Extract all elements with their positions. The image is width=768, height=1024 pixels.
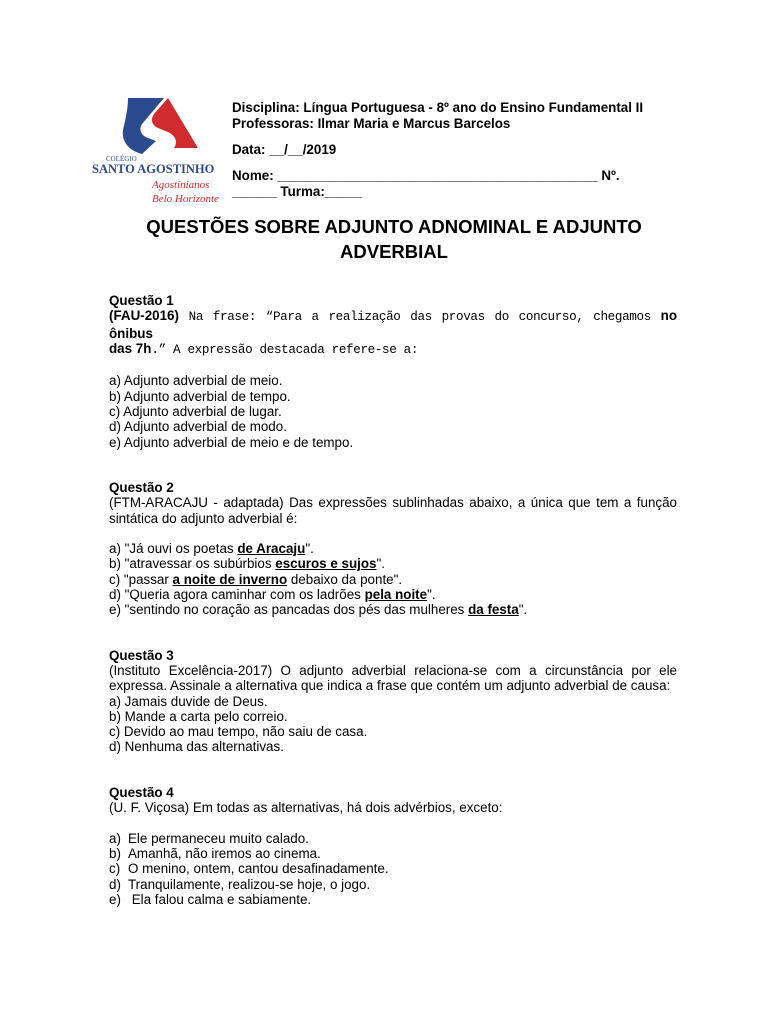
question-2-title: Questão 2 — [109, 479, 174, 495]
document-header — [232, 100, 712, 200]
question-1-highlight-1: no ônibus — [109, 308, 677, 341]
option-3a: a) Jamais duvide de Deus. — [109, 693, 268, 709]
question-1 — [109, 293, 677, 450]
option-3d: d) Nenhuma das alternativas. — [109, 739, 284, 755]
option-1b: b) Adjunto adverbial de tempo. — [109, 388, 291, 404]
school-logo — [92, 94, 228, 206]
option-2e: e) "sentindo no coração as pancadas dos pés das mulheres da festa". — [109, 602, 528, 618]
page-title — [96, 214, 692, 264]
option-4a: a) Ele permaneceu muito calado. — [109, 830, 309, 846]
logo-emblem-icon — [92, 94, 228, 206]
option-1a: a) Adjunto adverbial de meio. — [109, 373, 283, 389]
question-1-source: (FAU-2016) — [109, 308, 179, 324]
header-professoras: Professoras: Ilmar Maria e Marcus Barcelos — [232, 116, 511, 131]
logo-line2: Belo Horizonte — [152, 193, 219, 205]
title-line1: QUESTÕES SOBRE ADJUNTO ADNOMINAL E ADJUNTO — [146, 216, 642, 237]
header-turma: ______ Turma:_____ — [232, 184, 363, 199]
option-3b: b) Mande a carta pelo correio. — [109, 708, 288, 724]
logo-school-name: SANTO AGOSTINHO — [92, 162, 215, 176]
title-line2: ADVERBIAL — [340, 241, 448, 262]
question-4-title: Questão 4 — [109, 784, 174, 800]
option-2a: a) "Já ouvi os poetas de Aracaju". — [109, 541, 314, 557]
question-1-title: Questão 1 — [109, 293, 174, 308]
question-1-highlight-2: das 7h — [109, 340, 152, 356]
option-3c: c) Devido ao mau tempo, não saiu de casa. — [109, 724, 368, 740]
option-1d: d) Adjunto adverbial de modo. — [109, 419, 287, 435]
logo-prefix: COLÉGIO — [106, 155, 137, 163]
question-1-prompt — [109, 308, 677, 358]
underlined-expression: a noite de inverno — [172, 571, 288, 587]
option-1c: c) Adjunto adverbial de lugar. — [109, 404, 282, 420]
question-3-prompt: (Instituto Excelência-2017) O adjunto adverbial relaciona-se com a circunstância por ele expressa. Assinale a alternativa que indica a frase que contém um adjunto adverbial de causa: — [109, 662, 677, 694]
option-1e: e) Adjunto adverbial de meio e de tempo. — [109, 434, 354, 450]
question-4 — [109, 785, 677, 907]
underlined-expression: da festa — [468, 602, 519, 618]
option-4c: c) O menino, ontem, cantou desafinadamente. — [109, 861, 389, 877]
option-2b: b) "atravessar os subúrbios escuros e sujos". — [109, 556, 385, 572]
underlined-expression: escuros e sujos — [275, 556, 377, 572]
header-disciplina: Disciplina: Língua Portuguesa - 8º ano do Ensino Fundamental II — [232, 100, 644, 115]
questions-body — [109, 293, 677, 907]
option-2c: c) "passar a noite de inverno debaixo da ponte". — [109, 571, 403, 587]
question-4-prompt: (U. F. Viçosa) Em todas as alternativas, há dois advérbios, exceto: — [109, 800, 503, 816]
option-2d: d) "Queria agora caminhar com os ladrões pela noite". — [109, 587, 436, 603]
logo-line1: Agostinianos — [152, 179, 210, 191]
question-3-title: Questão 3 — [109, 647, 174, 663]
option-4e: e) Ela falou calma e sabiamente. — [109, 891, 312, 907]
question-3 — [109, 648, 677, 755]
option-4b: b) Amanhã, não iremos ao cinema. — [109, 845, 321, 861]
header-nome: Nome: ___________________________________________ Nº. — [232, 168, 620, 183]
option-4d: d) Tranquilamente, realizou-se hoje, o jogo. — [109, 876, 371, 892]
question-2-prompt: (FTM-ARACAJU - adaptada) Das expressões sublinhadas abaixo, a única que tem a função sintática do adjunto adverbial é: — [109, 495, 677, 526]
question-1-text-start: Na frase: “Para a realização das provas do concurso, chegamos — [178, 310, 661, 325]
question-1-text-end: .” A expressão destacada refere-se a: — [151, 342, 419, 357]
underlined-expression: pela noite — [364, 587, 428, 603]
question-2 — [109, 480, 677, 618]
underlined-expression: de Aracaju — [237, 541, 306, 557]
header-data: Data: __/__/2019 — [232, 142, 337, 157]
